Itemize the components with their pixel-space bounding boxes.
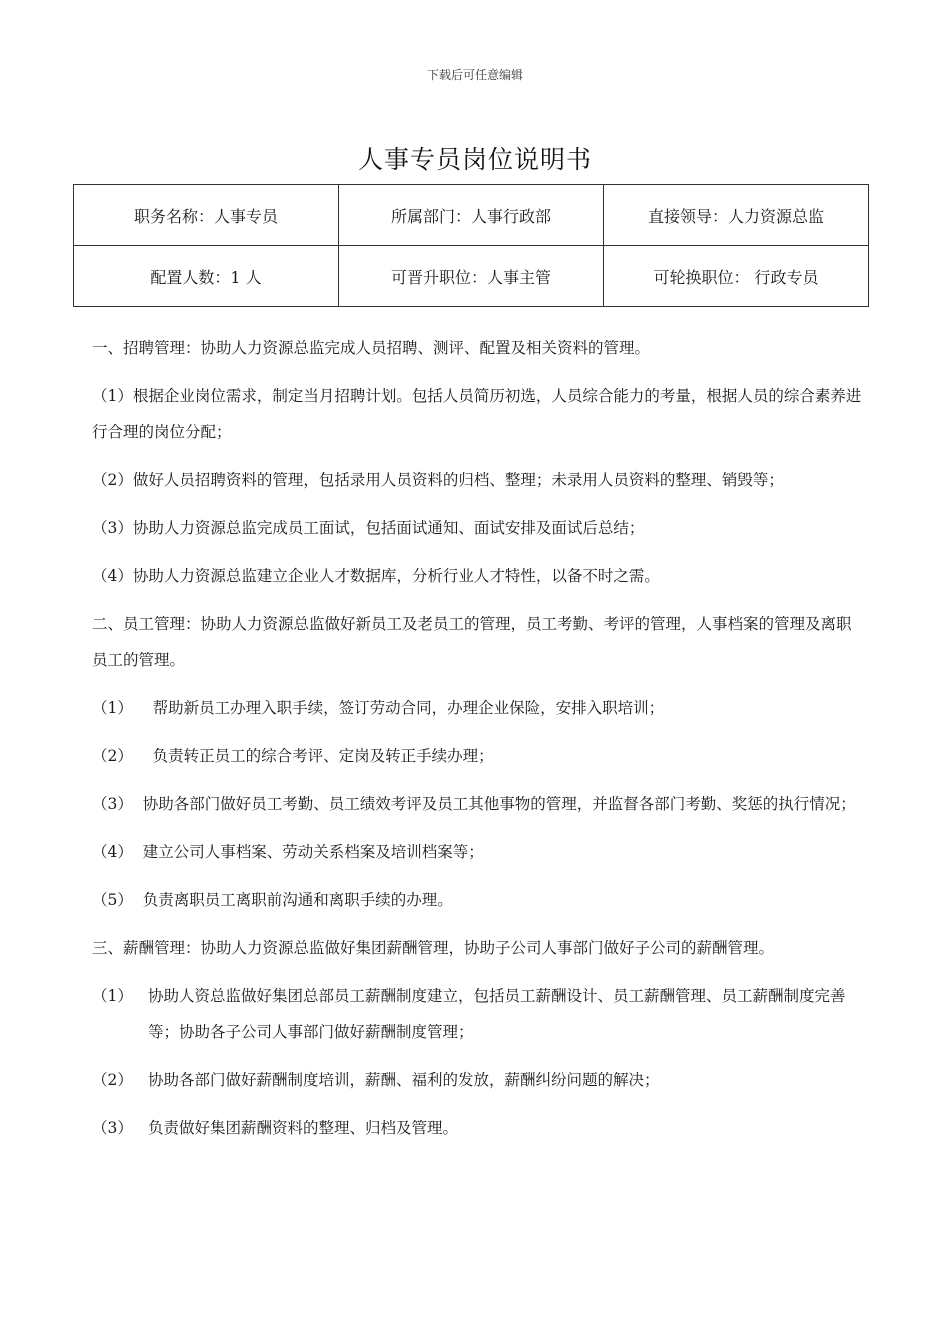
table-row [74, 185, 869, 246]
list-item: （4）协助人力资源总监建立企业人才数据库，分析行业人才特性，以备不时之需。 [92, 567, 660, 585]
list-number: （1） [92, 987, 133, 1005]
headcount-cell: 配置人数：1 人 [74, 246, 339, 307]
job-info-table [73, 184, 869, 307]
list-number: （2） [92, 1071, 133, 1089]
list-text: 负责做好集团薪酬资料的整理、归档及管理。 [148, 1119, 459, 1137]
header-note: 下载后可任意编辑 [426, 68, 523, 82]
list-item: （2） 负责转正员工的综合考评、定岗及转正手续办理； [92, 747, 494, 765]
section-heading-compensation: 三、薪酬管理：协助人力资源总监做好集团薪酬管理，协助子公司人事部门做好子公司的薪酬管理。 [92, 939, 775, 957]
list-text: 协助各部门做好薪酬制度培训，薪酬、福利的发放，薪酬纠纷问题的解决； [148, 1071, 660, 1089]
supervisor-cell: 直接领导：人力资源总监 [604, 185, 869, 246]
list-item [92, 1062, 862, 1098]
list-item: （4） 建立公司人事档案、劳动关系档案及培训档案等； [92, 843, 484, 861]
promotion-cell: 可晋升职位：人事主管 [339, 246, 604, 307]
page-title: 人事专员岗位说明书 [357, 145, 592, 174]
table-row [74, 246, 869, 307]
list-item: （3）协助人力资源总监完成员工面试，包括面试通知、面试安排及面试后总结； [92, 519, 645, 537]
section-heading-recruitment: 一、招聘管理：协助人力资源总监完成人员招聘、测评、配置及相关资料的管理。 [92, 339, 651, 357]
section-heading-employee: 二、员工管理：协助人力资源总监做好新员工及老员工的管理，员工考勤、考评的管理，人事档案的管理及离职员工的管理。 [92, 615, 852, 669]
list-item [92, 1110, 862, 1146]
list-number: （3） [92, 1119, 133, 1137]
document-body [92, 330, 862, 1158]
list-item [92, 978, 862, 1050]
list-text: 协助人资总监做好集团总部员工薪酬制度建立，包括员工薪酬设计、员工薪酬管理、员工薪酬制度完善等；协助各子公司人事部门做好薪酬制度管理； [148, 987, 846, 1041]
rotation-cell: 可轮换职位： 行政专员 [604, 246, 869, 307]
list-item: （1） 帮助新员工办理入职手续，签订劳动合同，办理企业保险，安排入职培训； [92, 699, 665, 717]
department-cell: 所属部门：人事行政部 [339, 185, 604, 246]
list-item: （5） 负责离职员工离职前沟通和离职手续的办理。 [92, 891, 453, 909]
list-item: （3） 协助各部门做好员工考勤、员工绩效考评及员工其他事物的管理，并监督各部门考勤、奖惩的执行情况； [92, 795, 856, 813]
list-item: （1）根据企业岗位需求，制定当月招聘计划。包括人员简历初选，人员综合能力的考量，根据人员的综合素养进行合理的岗位分配； [92, 387, 862, 441]
job-title-cell: 职务名称：人事专员 [74, 185, 339, 246]
list-item: （2）做好人员招聘资料的管理，包括录用人员资料的归档、整理；未录用人员资料的整理、销毁等； [92, 471, 784, 489]
